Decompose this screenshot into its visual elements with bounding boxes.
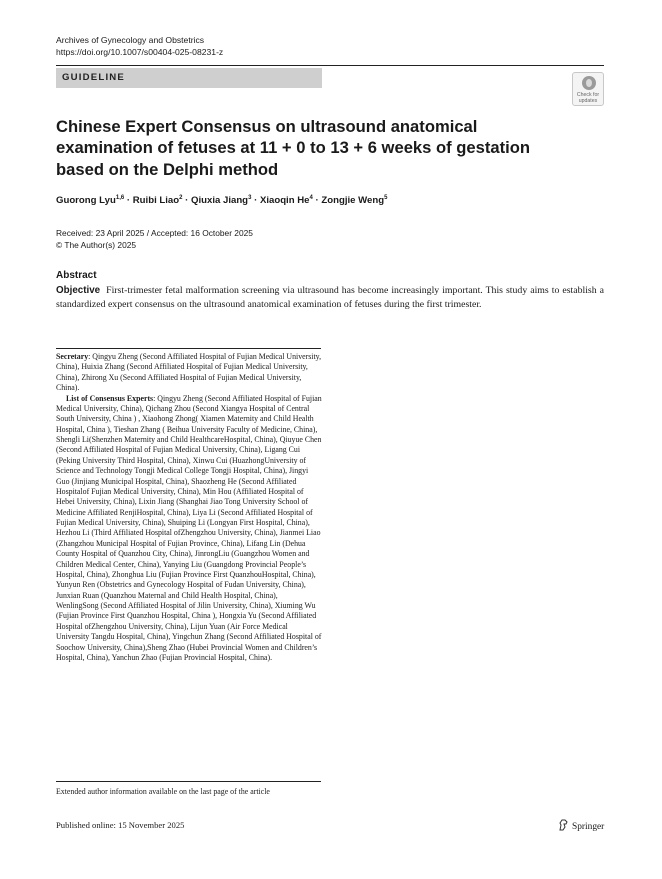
abstract-text [56,284,604,311]
author-affiliation: 2 [179,194,183,201]
experts-label: List of Consensus Experts [66,393,154,403]
author-affiliation: 3 [248,194,252,201]
author-affiliation: 1,6 [115,194,125,201]
footnote-block [56,352,322,663]
check-for-updates-badge[interactable] [572,72,604,106]
abstract-heading: Abstract [56,270,97,281]
author-affiliation: 5 [384,194,388,201]
published-online: Published online: 15 November 2025 [56,820,185,830]
received-dates: Received: 23 April 2025 / Accepted: 16 October 2025 [56,228,253,238]
experts-note [56,394,322,664]
check-for-updates-icon [582,76,596,90]
secretary-text: : Qingyu Zheng (Second Affiliated Hospital of Fujian Medical University, China), Huixia Zhang (Second Affiliated Hospital of Fujian Medical University, China), Zhirong Xu (Second Affiliated Hospital of Fujian Medical University, China). [56,352,322,393]
footnote-bottom-divider [56,781,321,782]
badge-line1: Check for [576,92,600,98]
abstract-objective-label: Objective [56,285,101,296]
springer-horse-icon [558,819,569,831]
author-affiliation: 4 [309,194,313,201]
header-divider [56,65,604,66]
extended-info-note: Extended author information available on the last page of the article [56,787,270,796]
publisher-name: Springer [572,822,605,832]
author-name[interactable]: Zongjie Weng [321,195,385,206]
publisher-logo [558,819,604,832]
abstract-objective-text: First-trimester fetal malformation screening via ultrasound has become increasingly important. This study aims to establish a standardized expert consensus on the ultrasound anatomical examination of fetuses during the first trimester. [56,285,604,310]
copyright: © The Author(s) 2025 [56,240,137,250]
author-name[interactable]: Qiuxia Jiang [191,195,249,206]
author-list: Guorong Lyu$^{1,6}$ · Ruibi Liao$^2$ · Qiuxia Jiang$^3$ · Xiaoqin $He^4$ · Zongjie Weng$^5$ [56,194,388,206]
doi-link[interactable]: https://doi.org/10.1007/s00404-025-08231-z [56,47,224,57]
journal-name: Archives of Gynecology and Obstetrics [56,35,205,45]
author-name[interactable]: Guorong Lyu [56,195,116,206]
section-label: GUIDELINE [56,68,322,88]
experts-text: : Qingyu Zheng (Second Affiliated Hospital of Fujian Medical University, China), Qichang Zhou (Second Xiangya Hospital of Central South University, China ) , Xiaohong Zhong( Xiamen Maternity and Child Health Hospital, China ), Tieshan Zhang ( Beihua University Faculty of Medicine, China), Shengli Li(Shenzhen Maternity and Child HealthcareHospital, China), Qiuyue Chen (Second Affiliated Hospital of Fujian Medical University, China), Ligang Cui (Peking University Third Hospital, China), Xinwu Cui (HuazhongUniversity of Science and Technology Tongji Medical College Tongji Hospital, China), Jingyi Guo (Jinjiang Municipal Hospital, China), Shaozheng He (Second Affiliated Hospitalof Fujian Medical University, China), Min Hou (Affiliated Hospital of Hebei University, China), Lixin Jiang (Shanghai Jiao Tong University School of Medicine Affiliated RenjiHospital, China), Liya Li (Second Affiliated Hospital of Fujian Medical University, China), Shuiping Li (Longyan First Hospital, China), Hezhou Li (Third Affiliated Hospital ofZhengzhou University, China), Jianmei Liao (Zhangzhou Municipal Hospital of Fujian Province, China), Lifang Lin (Dehua County Hospital of Quanzhou City, China), JinrongLiu (Guangzhou Women and Children Medical Center, China), Yanying Liu (Guangdong Provincial People’s Hospital, China), Zhonghua Liu (Fujian Province First QuanzhouHospital, China), Yunyun Ren (Obstetrics and Gynecology Hospital of Fudan University, China), Junxian Ruan (Quanzhou Maternal and Child Health Hospital, China), WenlingSong (Second Affiliated Hospital of Jilin University, China), Xiuming Wu (Fujian Province First Quanzhou Hospital, China ), Hongxia Yu (Second Affiliated Hospital ofZhengzhou University, China), Lijun Yuan (Air Force Medical University Tangdu Hospital, China), Yingchun Zhang (Second Affiliated Hospital of Soochow University, China),Sheng Zhao (Hubei Provincial Women and Children’s Hospital, China), Yanchun Zhao (Fujian Provincial Hospital, China). [56,393,322,662]
secretary-label: Secretary [56,352,89,361]
secretary-note [56,352,322,394]
article-title: Chinese Expert Consensus on ultrasound anatomical examination of fetuses at 11 + 0 to 13 + 6 weeks of gestation based on the Delphi method [56,117,531,179]
badge-line2: updates [578,98,598,104]
author-name[interactable]: Ruibi Liao [132,195,180,206]
author-name[interactable]: Xiaoqin He [259,195,310,206]
footnote-divider [56,348,321,349]
